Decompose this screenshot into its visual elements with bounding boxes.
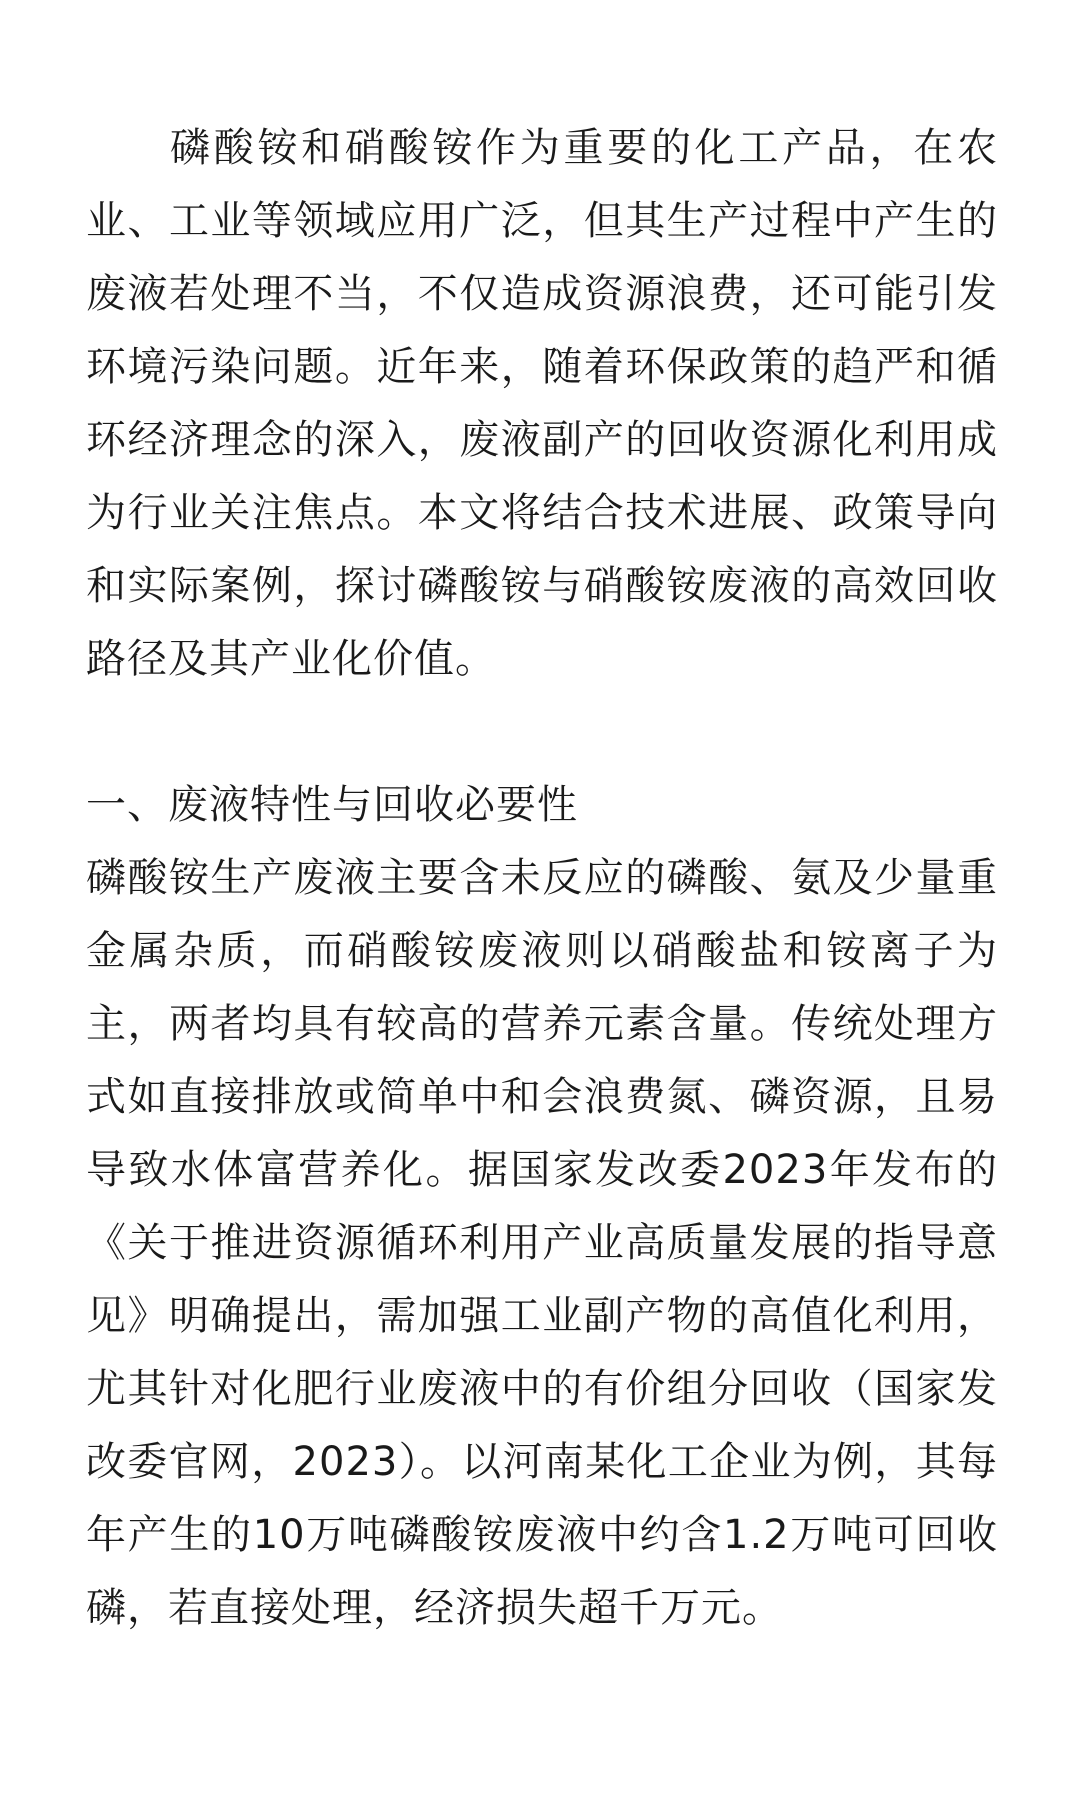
section-paragraph: 磷酸铵生产废液主要含未反应的磷酸、氨及少量重金属杂质，而硝酸铵废液则以硝酸盐和铵离子为主，两者均具有较高的营养元素含量。传统处理方式如直接排放或简单中和会浪费氮、磷资源，且易导致水体富营养化。据国家发改委2023年发布的《关于推进资源循环利用产业高质量发展的指导意见》明确提出，需加强工业副产物的高值化利用，尤其针对化肥行业废液中的有价组分回收（国家发改委官网，2023）。以河南某化工企业为例，其每年产生的10万吨磷酸铵废液中约含1.2万吨可回收磷，若直接处理，经济损失超千万元。 xyxy=(86,855,998,1631)
section-heading: 一、废液特性与回收必要性 xyxy=(86,782,578,828)
intro-paragraph: 磷酸铵和硝酸铵作为重要的化工产品，在农业、工业等领域应用广泛，但其生产过程中产生的废液若处理不当，不仅造成资源浪费，还可能引发环境污染问题。近年来，随着环保政策的趋严和循环经济理念的深入，废液副产的回收资源化利用成为行业关注焦点。本文将结合技术进展、政策导向和实际案例，探讨磷酸铵与硝酸铵废液的高效回收路径及其产业化价值。 xyxy=(86,125,998,682)
article-body xyxy=(86,112,998,1645)
